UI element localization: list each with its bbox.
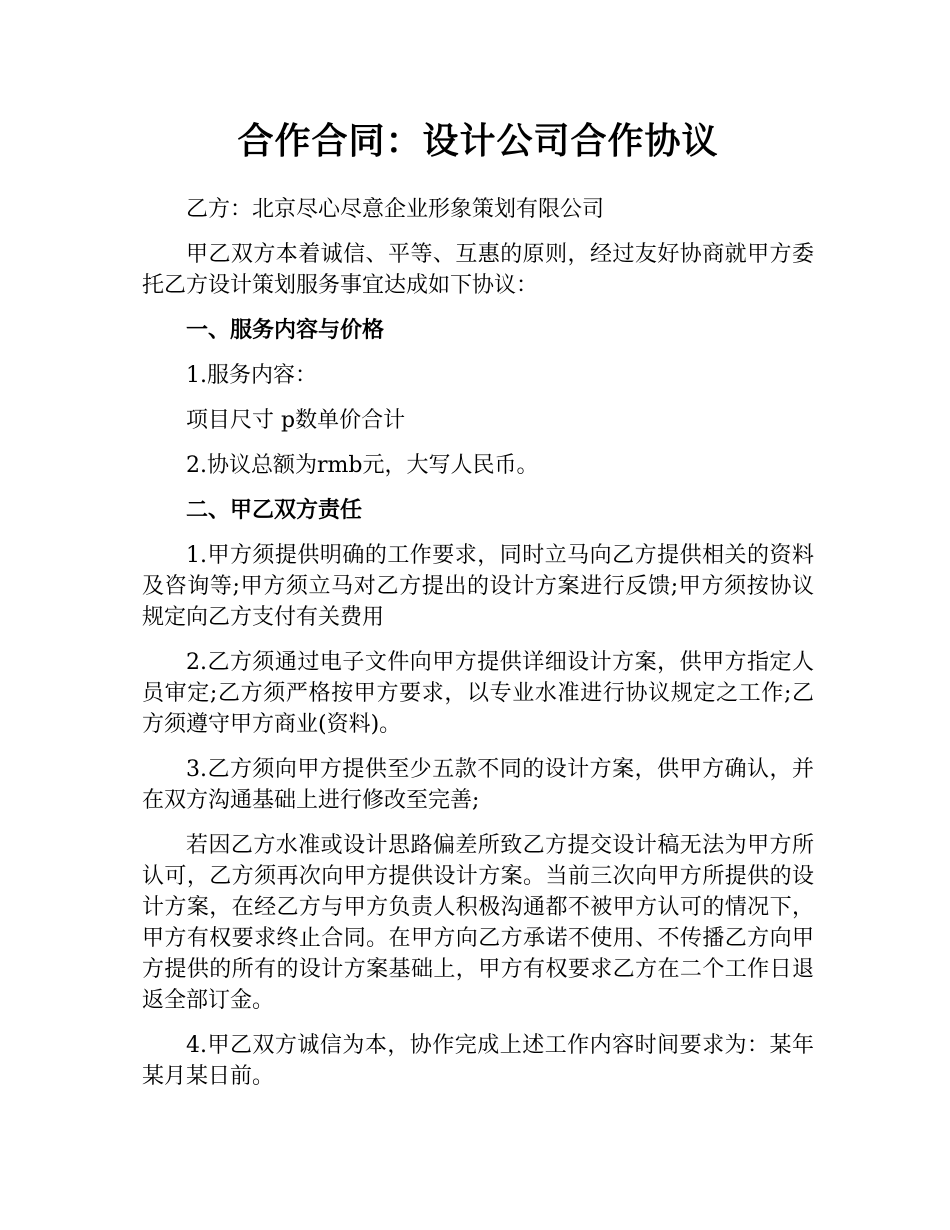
section-2-item-3-note: 若因乙方水准或设计思路偏差所致乙方提交设计稿无法为甲方所认可，乙方须再次向甲方提供设计方案。当前三次向甲方所提供的设计方案，在经乙方与甲方负责人积极沟通都不被甲方认可的情况下，甲方有权要求终止合同。在甲方向乙方承诺不使用、不传播乙方向甲方提供的所有的设计方案基础上，甲方有权要求乙方在二个工作日退返全部订金。 (142, 833, 814, 1013)
section-1-item-2: 2.协议总额为rmb元，大写人民币。 (186, 453, 539, 478)
section-2-item-2: 2.乙方须通过电子文件向甲方提供详细设计方案，供甲方指定人员审定;乙方须严格按甲方要求，以专业水准进行协议规定之工作;乙方须遵守甲方商业(资料)。 (142, 650, 814, 737)
document-body (142, 120, 814, 1106)
section-2-item-3: 3.乙方须向甲方提供至少五款不同的设计方案，供甲方确认，并在双方沟通基础上进行修改至完善; (142, 757, 814, 813)
section-1-heading: 一、服务内容与价格 (186, 318, 385, 343)
section-2-item-4: 4.甲乙双方诚信为本，协作完成上述工作内容时间要求为：某年某月某日前。 (142, 1033, 814, 1089)
section-1-item-1-detail: 项目尺寸 p数单价合计 (186, 408, 406, 433)
intro-paragraph: 甲乙双方本着诚信、平等、互惠的原则，经过友好协商就甲方委托乙方设计策划服务事宜达成如下协议： (142, 242, 814, 298)
party-b-line: 乙方：北京尽心尽意企业形象策划有限公司 (186, 197, 605, 222)
section-2-heading: 二、甲乙双方责任 (186, 498, 363, 523)
section-1-item-1: 1.服务内容： (186, 363, 317, 388)
section-2-item-1: 1.甲方须提供明确的工作要求，同时立马向乙方提供相关的资料及咨询等;甲方须立马对乙方提出的设计方案进行反馈;甲方须按协议规定向乙方支付有关费用 (142, 543, 814, 630)
document-title: 合作合同：设计公司合作协议 (237, 121, 719, 162)
